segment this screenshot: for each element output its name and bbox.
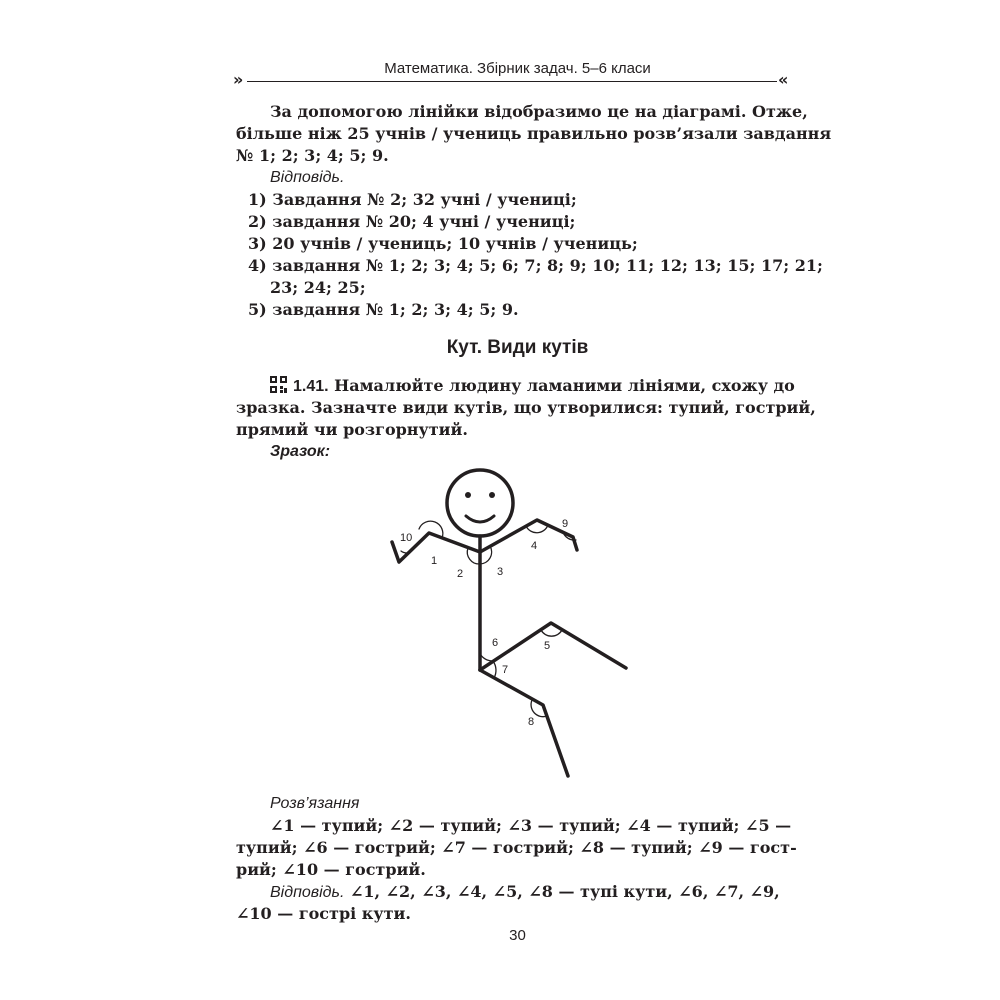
angle-arc-6: [480, 654, 493, 661]
solution-line-3: рий; ∠10 — гострий.: [236, 860, 426, 879]
figure-back-leg: [480, 670, 568, 776]
angle-label-10: 10: [400, 532, 413, 544]
angle-label-9: 9: [562, 518, 569, 530]
solution-line-1: ∠1 — тупий; ∠2 — тупий; ∠3 — тупий; ∠4 — тупий; ∠5 —: [270, 816, 792, 835]
final-answer-line-2: ∠10 — гострі кути.: [236, 904, 411, 923]
intro-line-2: більше ніж 25 учнів / учениць правильно розв’язали завдання: [236, 124, 832, 143]
problem-text-1: Намалюйте людину ламаними лініями, схожу до: [334, 376, 795, 395]
header-right-mark: «: [778, 70, 789, 89]
figure-front-leg: [480, 623, 626, 670]
section-title: Кут. Види кутів: [446, 337, 589, 358]
answer-item-5: 5) завдання № 1; 2; 3; 4; 5; 9.: [248, 300, 519, 319]
answer-item-3: 3) 20 учнів / учениць; 10 учнів / учениць;: [248, 234, 638, 253]
final-answer-text-1: ∠1, ∠2, ∠3, ∠4, ∠5, ∠8 — тупі кути, ∠6, ∠7, ∠9,: [344, 882, 780, 901]
header-left-mark: »: [233, 70, 244, 89]
angle-arc-7: [493, 661, 496, 678]
figure-right-eye: [489, 492, 495, 498]
problem-line-1: [270, 375, 795, 398]
answer-item-1: 1) Завдання № 2; 32 учні / учениці;: [248, 190, 577, 209]
angle-label-1: 1: [431, 555, 438, 567]
problem-line-2: зразка. Зазначте види кутів, що утворилися: тупий, гострий,: [236, 398, 816, 417]
angle-label-7: 7: [502, 664, 509, 676]
angle-label-4: 4: [531, 540, 538, 552]
intro-line-3: № 1; 2; 3; 4; 5; 9.: [236, 146, 389, 165]
figure-head: [447, 470, 513, 536]
running-header: Математика. Збірник задач. 5–6 класи: [384, 60, 651, 77]
final-answer-label: Відповідь.: [270, 884, 345, 901]
stick-figure-diagram: [380, 468, 640, 788]
figure-left-eye: [465, 492, 471, 498]
angle-label-3: 3: [497, 566, 504, 578]
solution-label: Розв’язання: [270, 795, 360, 812]
header-rule: [247, 81, 777, 82]
angle-label-6: 6: [492, 637, 499, 649]
problem-line-3: прямий чи розгорнутий.: [236, 420, 468, 439]
figure-mouth: [466, 516, 494, 522]
problem-number: 1.41.: [293, 378, 329, 395]
final-answer-line-1: [270, 881, 780, 904]
answer-item-2: 2) завдання № 20; 4 учні / учениці;: [248, 212, 576, 231]
answer-label: Відповідь.: [270, 169, 345, 186]
answer-item-4-cont: 23; 24; 25;: [270, 278, 366, 297]
sample-label: Зразок:: [270, 443, 331, 460]
intro-line-1: За допомогою лінійки відобразимо це на діаграмі. Отже,: [270, 102, 808, 121]
qr-code-icon: [270, 376, 287, 393]
angle-arc-5: [541, 630, 562, 636]
solution-line-2: тупий; ∠6 — гострий; ∠7 — гострий; ∠8 — тупий; ∠9 — гост-: [236, 838, 797, 857]
angle-label-5: 5: [544, 640, 551, 652]
angle-label-2: 2: [457, 568, 464, 580]
page-number: 30: [509, 927, 526, 944]
angle-label-8: 8: [528, 716, 535, 728]
answer-item-4: 4) завдання № 1; 2; 3; 4; 5; 6; 7; 8; 9; 10; 11; 12; 13; 15; 17; 21;: [248, 256, 823, 275]
